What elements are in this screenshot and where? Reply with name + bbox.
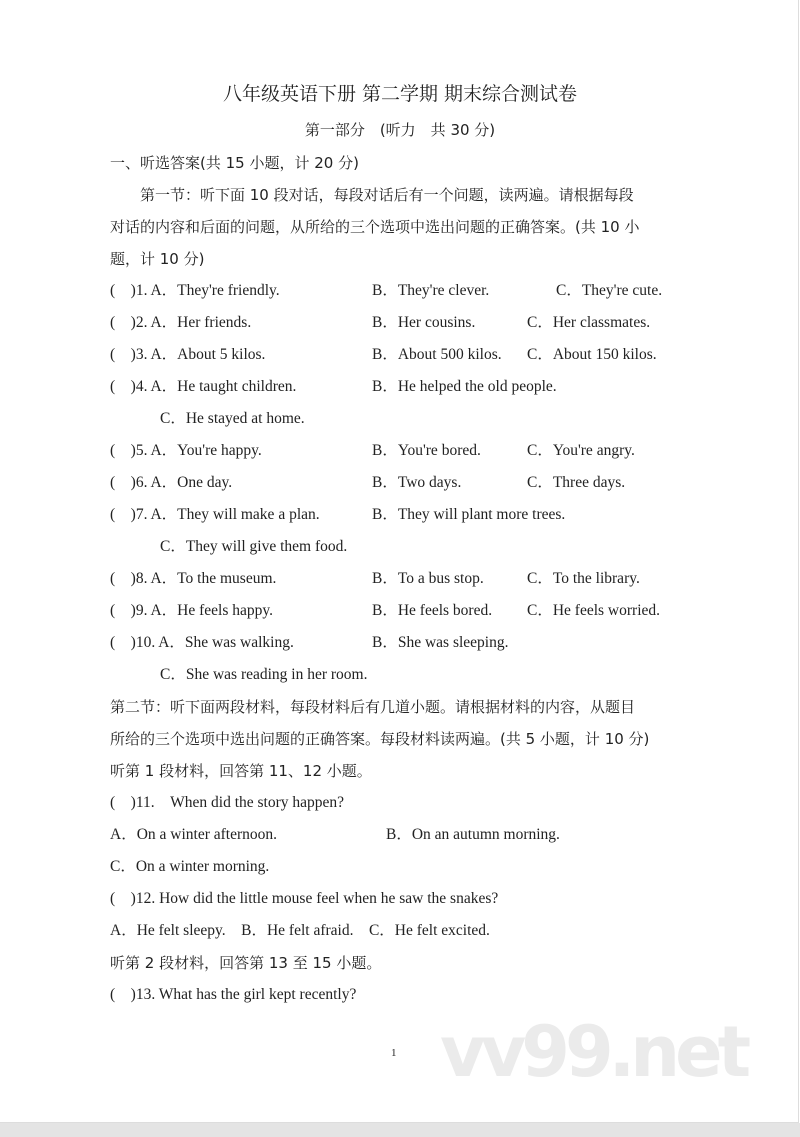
option-c: C．She was reading in her room. — [160, 666, 368, 683]
option-b: B．To a bus stop. — [372, 570, 484, 587]
question-9: ( )9. A．He feels happy. — [110, 602, 273, 619]
material-1-heading: 听第 1 段材料，回答第 11、12 小题。 — [110, 762, 372, 780]
question-13: ( )13. What has the girl kept recently? — [110, 986, 357, 1003]
option-b: B．You're bored. — [372, 442, 481, 459]
question-7: ( )7. A．They will make a plan. — [110, 506, 320, 523]
option-c: C．He stayed at home. — [160, 410, 305, 427]
option-c: C．You're angry. — [527, 442, 635, 459]
option-c: C．To the library. — [527, 570, 640, 587]
question-5: ( )5. A．You're happy. — [110, 442, 262, 459]
question-11: ( )11. When did the story happen? — [110, 794, 345, 811]
option-a: A．On a winter afternoon. — [110, 826, 278, 843]
question-4: ( )4. A．He taught children. — [110, 378, 297, 395]
page-number: 1 — [391, 1047, 397, 1059]
option-b: B．On an autumn morning. — [386, 826, 560, 843]
question-2: ( )2. A．Her friends. — [110, 314, 252, 331]
option-b: B．She was sleeping. — [372, 634, 509, 651]
intro-line: 题，计 10 分) — [110, 250, 205, 268]
intro-line: 第一节：听下面 10 段对话，每段对话后有一个问题，读两遍。请根据每段 — [140, 186, 634, 204]
option-c: C．They will give them food. — [160, 538, 348, 555]
option-c: C．Three days. — [527, 474, 626, 491]
option-c: C．On a winter morning. — [110, 858, 270, 875]
option-c: C．About 150 kilos. — [527, 346, 657, 363]
watermark: vv99.net — [440, 1012, 747, 1092]
option-c: C．Her classmates. — [527, 314, 651, 331]
section2-intro: 第二节：听下面两段材料，每段材料后有几道小题。请根据材料的内容，从题目 — [110, 698, 636, 716]
option-b: B．About 500 kilos. — [372, 346, 502, 363]
part-heading: 第一部分 (听力 共 30 分) — [304, 121, 496, 139]
question-8: ( )8. A．To the museum. — [110, 570, 277, 587]
section2-intro: 所给的三个选项中选出问题的正确答案。每段材料读两遍。(共 5 小题，计 10 分) — [110, 730, 650, 748]
option-b: B．He feels bored. — [372, 602, 493, 619]
option-b: B．They will plant more trees. — [372, 506, 566, 523]
option-b: B．They're clever. — [372, 282, 490, 299]
question-1: ( )1. A．They're friendly. — [110, 282, 280, 299]
viewer-bottom-bar — [0, 1123, 800, 1137]
page-title: 八年级英语下册 第二学期 期末综合测试卷 — [222, 83, 578, 105]
option-b: B．He helped the old people. — [372, 378, 557, 395]
option-b: B．Two days. — [372, 474, 462, 491]
section-heading: 一、听选答案(共 15 小题，计 20 分) — [110, 154, 359, 172]
option-b: B．Her cousins. — [372, 314, 476, 331]
material-2-heading: 听第 2 段材料，回答第 13 至 15 小题。 — [110, 954, 382, 972]
question-6: ( )6. A．One day. — [110, 474, 233, 491]
question-10: ( )10. A．She was walking. — [110, 634, 294, 651]
option-c: C．He feels worried. — [527, 602, 660, 619]
question-12: ( )12. How did the little mouse feel when he saw the snakes? — [110, 890, 499, 907]
question-3: ( )3. A．About 5 kilos. — [110, 346, 266, 363]
option-c: C．They're cute. — [556, 282, 663, 299]
intro-line: 对话的内容和后面的问题，从所给的三个选项中选出问题的正确答案。(共 10 小 — [110, 218, 640, 236]
question-12-options: A．He felt sleepy. B．He felt afraid. C．He felt excited. — [110, 922, 490, 939]
